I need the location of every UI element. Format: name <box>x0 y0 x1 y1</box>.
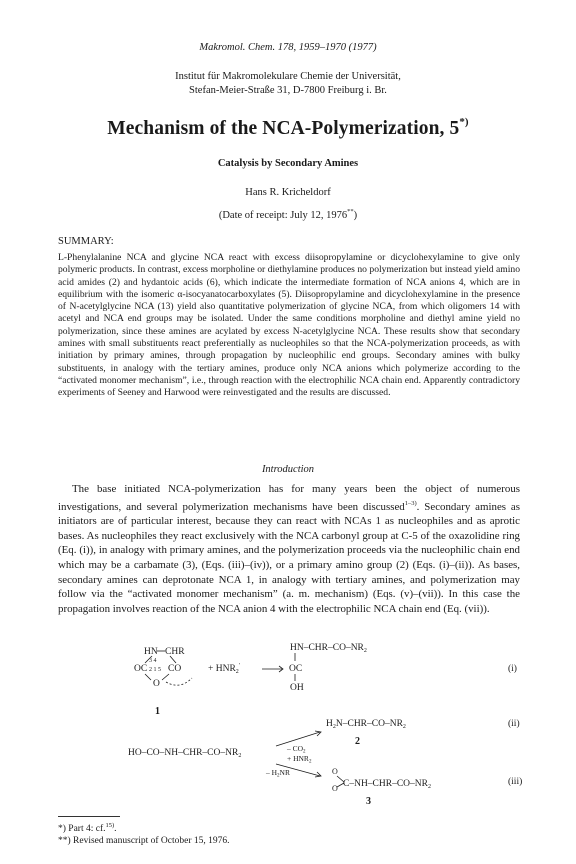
carbamate-chain <box>343 779 431 790</box>
receipt-date <box>0 208 576 221</box>
ring-o: O <box>153 679 160 689</box>
journal-citation: Makromol. Chem. 178, 1959–1970 (1977) <box>199 42 377 53</box>
ring-co: CO <box>168 664 182 674</box>
introduction-paragraph <box>58 482 520 616</box>
product-amide <box>326 719 406 730</box>
summary-text: L-Phenylalanine NCA and glycine NCA react with excess diisopropylamine or dicyclohexylamine to give only polymeric products. In contrast, excess morpholine or diethylamine produces no polymerization but instead yield amino acid amides (2) and hydantoic acids (6), which indicate the intermediate formation of NCA anions 4, which are in equilibrium with the isomeric α-isocyanatocarboxylates (5). Diisopropylamine and dicyclohexylamine in the presence of N-acetylglycine NCA (13) yield also quantitative polymerization of glycine NCA, from which oligomers 14 with acetyl and NCA end groups may be isolated. Under the same conditions morpholine and diethyl amine yield no polymerization, since these amines are acylated by excess N-acetylglycine NCA. These results show that secondary amines with small substituents react preferentially as nucleophiles so that the NCA-polymerization proceeds, as with initiation by primary amines, through propagation by nucleophilic end groups. Secondary amines with bulky substituents, in analogy with the tertiary amines, produce only NCA anions which polymerize according to the “activated monomer mechanism”, i.e., through reaction with the electrophilic NCA chain end. Apparently contradictory experiments of Seeney and Harwood were reinvestigated and the results are discussed. <box>58 252 520 399</box>
loss-ammonium-text: – H <box>266 768 278 777</box>
carbamic-acid <box>128 748 241 759</box>
institute-line-1: Institut für Makromolekulare Chemie der Universität, <box>175 71 401 82</box>
receipt-footnote-marker: ** <box>347 208 354 215</box>
footnote-2 <box>58 836 230 846</box>
compound-2-label: 2 <box>355 736 360 747</box>
compound-3-label: 3 <box>366 796 371 807</box>
ring-chr: CHR <box>165 647 185 657</box>
attack-curve <box>166 678 192 685</box>
product-i-chain-text: HN–CHR–CO–NR <box>290 643 364 653</box>
ring-hn: HN <box>144 647 158 657</box>
amine-reagent-prime: ' <box>238 663 240 669</box>
amine-reagent-sub: 2 <box>235 669 239 675</box>
loss-ammonium-tail: NR <box>279 768 290 777</box>
carbamate-chain-text: C–NH–CHR–CO–NR <box>343 779 428 789</box>
institute-line-2: Stefan-Meier-Straße 31, D-7800 Freiburg i. Br. <box>189 85 387 96</box>
footnote-2-text: Revised manuscript of October 15, 1976. <box>70 836 230 846</box>
loss-ammonium <box>265 768 290 779</box>
author-name: Hans R. Kricheldorf <box>245 187 331 198</box>
footnote-1-end: . <box>114 824 117 834</box>
product-amide-h-sub: 2 <box>332 724 336 730</box>
amine-reagent-text: + HNR <box>208 664 236 674</box>
ring-numbers-bottom: 2 1 5 <box>149 667 161 673</box>
loss-ammonium-sub: 2 <box>277 773 280 779</box>
title-footnote-marker: *) <box>459 116 469 128</box>
article-subtitle: Catalysis by Secondary Amines <box>217 158 359 169</box>
equation-iii-label: (iii) <box>508 777 523 787</box>
ring-oc: OC <box>134 664 148 674</box>
reaction-scheme <box>0 634 576 814</box>
footnote-1 <box>58 822 117 834</box>
equation-ii-label: (ii) <box>508 719 520 729</box>
carbamate-chain-sub: 2 <box>428 784 431 790</box>
footnote-1-marker: *) <box>58 824 66 834</box>
loss-co2-sub: 2 <box>303 749 306 755</box>
add-amine-text: + HNR <box>287 754 309 763</box>
intro-reference: 1–3) <box>404 499 417 507</box>
receipt-date-text: (Date of receipt: July 12, 1976 <box>218 210 348 221</box>
summary-heading: SUMMARY: <box>58 236 114 247</box>
ring-bond-lower-right <box>162 674 169 680</box>
add-amine-sub: 2 <box>308 759 312 765</box>
product-i-chain <box>290 643 367 654</box>
footnote-1-text: Part 4: cf. <box>65 824 106 834</box>
loss-co2 <box>286 744 306 755</box>
carbamate-o-bottom: O <box>332 784 338 793</box>
product-amide-sub: 2 <box>402 724 406 730</box>
carbamic-acid-sub: 2 <box>238 753 242 759</box>
product-amide-tail: N–CHR–CO–NR <box>335 719 403 729</box>
carbamic-acid-text: HO–CO–NH–CHR–CO–NR <box>128 748 239 758</box>
equation-i-label: (i) <box>508 664 517 674</box>
introduction-heading: Introduction <box>261 464 315 475</box>
ring-bond-lower-left <box>145 674 151 680</box>
compound-1-label: 1 <box>155 706 160 717</box>
loss-co2-text: – CO <box>287 744 304 753</box>
amine-reagent <box>208 663 240 675</box>
footnote-2-marker: **) <box>58 836 71 846</box>
institute-address <box>0 70 576 98</box>
article-title <box>0 116 576 140</box>
intro-text-a: The base initiated NCA-polymerization has for many years been the object of numerous investigations, and several polymerization mechanisms have been discussed <box>58 483 520 513</box>
carbamate-o-top: O <box>332 767 338 776</box>
article-title-text: Mechanism of the NCA-Polymerization, 5 <box>107 118 460 139</box>
product-amide-h: H <box>326 719 333 729</box>
ring-bond-right <box>170 656 176 663</box>
intro-text-b: . Secondary amines as initiators are of particular interest, because they can react with NCAs 1 as nucleophiles and as aprotic bases. As nucleophiles they react exclusively with the NCA carbonyl group at C-5 of the oxazolidine ring (Eq. (i)), in analogy with primary amines, and the polymerization proceeds via the nucleophilic chain end which may be a carbamate (3), (Eqs. (iii)–(iv)), or a primary amino group (2) (Eqs. (i)–(ii)). As bases, secondary amines can deprotonate NCA 1, in analogy with tertiary amines, and polymerization may follow via the “activated monomer mechanism” (a. m. mechanism) (Eqs. (v)–(vii)). In this case the propagation involves reaction of the NCA anion 4 with the electrophilic NCA chain end (Eq. (vii)). <box>58 500 520 615</box>
add-amine <box>287 754 312 765</box>
receipt-close: ) <box>353 210 358 221</box>
product-i-oh: OH <box>290 683 304 693</box>
product-i-oc: OC <box>289 664 303 674</box>
product-i-chain-sub: 2 <box>363 648 367 654</box>
footnote-1-ref: 15) <box>105 822 115 829</box>
ring-numbers-top: 3 4 <box>149 658 157 664</box>
footnote-rule <box>58 816 120 817</box>
